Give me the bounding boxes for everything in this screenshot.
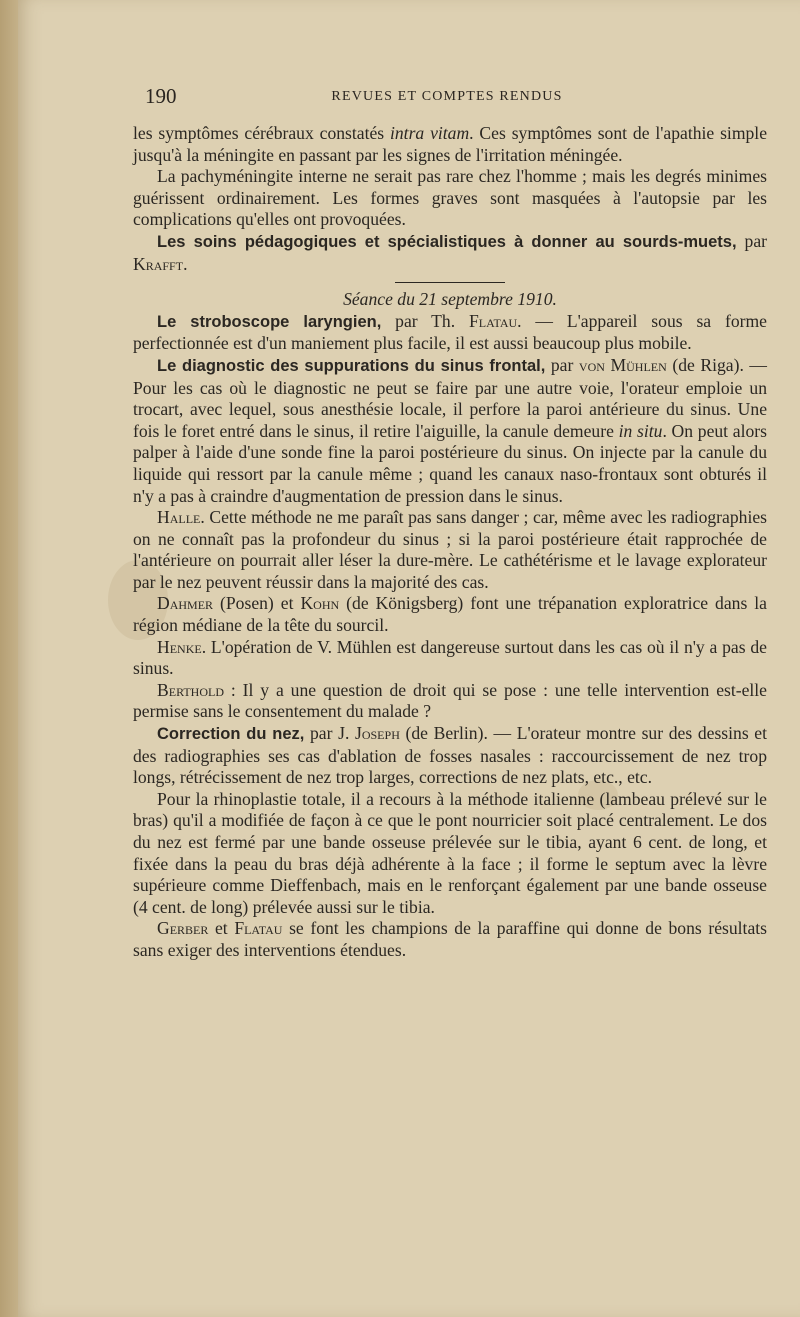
paragraph-frontal-sinus: Le diagnostic des suppurations du sinus frontal, par von Mühlen (de Riga). — Pour les cas où le diagnostic ne peut se faire par une autre voie, l'orateur emploie un trocart, avec lequel, sous anesthésie locale, il perfore la paroi antérieure du sinus. Une fois le foret entré dans le sinus, il retire l'aiguille, la canule demeure in situ. On peut alors palper à l'aide d'une sonde fine la paroi postérieure du sinus. On injecte par la canule du liquide qui ressort par la canule même ; quand les canaux naso-frontaux sont obturés il n'y a pas à craindre d'augmentation de pression dans le sinus. xyxy=(133,354,767,506)
latin-phrase: intra vitam xyxy=(390,123,470,143)
paragraph-deaf-mute-care: Les soins pédagogiques et spécialistiques à donner au sourds-muets, par Krafft. xyxy=(133,230,767,274)
speaker-name: Berthold xyxy=(157,679,225,700)
speaker-name: Gerber xyxy=(157,918,209,939)
paragraph-dahmer-kohn: Dahmer (Posen) et Kohn (de Königsberg) font une trépanation exploratrice dans la région médiane de la tête du sourcil. xyxy=(133,593,767,636)
text-column xyxy=(133,123,767,962)
running-head xyxy=(127,84,767,114)
paragraph-halle: Halle. Cette méthode ne me paraît pas sans danger ; car, même avec les radiographies on ne connaît pas la profondeur du sinus ; si la paroi postérieure était rapprochée de l'antérieure on pourrait aller léser la dure-mère. Le cathétérisme et le lavage explorateur par le nez peuvent réussir dans la majorité des cas. xyxy=(133,507,767,592)
page-number: 190 xyxy=(145,84,177,108)
paragraph-henke: Henke. L'opération de V. Mühlen est dangereuse surtout dans les cas où il n'y a pas de sinus. xyxy=(133,636,767,679)
speaker-name: Henke xyxy=(157,636,202,657)
section-divider xyxy=(395,282,505,283)
author-name: Flatau xyxy=(469,310,518,331)
author-name: von Mühlen xyxy=(578,354,667,375)
communication-title: Les soins pédagogiques et spécialistiques à donner au sourds-muets, xyxy=(157,232,737,251)
paragraph-stroboscope: Le stroboscope laryngien, par Th. Flatau. — L'appareil sous sa forme perfectionnée est d'un maniement plus facile, il est aussi beaucoup plus mobile. xyxy=(133,310,767,354)
communication-title: Le stroboscope laryngien, xyxy=(157,312,382,331)
author-name: Krafft xyxy=(133,253,184,274)
communication-title: Le diagnostic des suppurations du sinus frontal, xyxy=(157,356,546,375)
speaker-name: Dahmer xyxy=(157,593,214,614)
speaker-name: Halle xyxy=(157,507,201,528)
paragraph-berthold: Berthold : Il y a une question de droit qui se pose : une telle intervention est-elle permise sans le consentement du malade ? xyxy=(133,679,767,722)
speaker-name: Flatau xyxy=(234,918,283,939)
paragraph-rhinoplasty: Pour la rhinoplastie totale, il a recours à la méthode italienne (lambeau prélevé sur le bras) qu'il a modifiée de façon à ce que le pont nourricier soit placé centralement. Le dos du nez est fermé par une bande osseuse prélevée sur le tibia, ayant 6 cent. de long, et fixée dans la peau du bras déjà adhérente à la face ; il forme le septum avec la lèvre supérieure comme Dieffenbach, mais en le renforçant également par une bande osseuse (4 cent. de long) prélevée aussi sur le tibia. xyxy=(133,788,767,917)
paragraph-cerebral-symptoms: les symptômes cérébraux constatés intra vitam. Ces symptômes sont de l'apathie simple jusqu'à la méningite en passant par les signes de l'irritation méningée. xyxy=(133,123,768,165)
session-date: Séance du 21 septembre 1910. xyxy=(343,289,557,310)
paragraph-nose-correction: Correction du nez, par J. Joseph (de Berlin). — L'orateur montre sur des dessins et des radiographies ses cas d'ablation de fosses nasales : raccourcissement de nez trop longs, rétrécissement de nez trop larges, corrections de nez plats, etc., etc. xyxy=(133,723,768,788)
speaker-name: Kohn xyxy=(300,593,340,614)
latin-phrase: in situ xyxy=(618,420,663,441)
communication-title: Correction du nez, xyxy=(157,725,305,744)
paragraph-paraffin: Gerber et Flatau se font les champions de la paraffine qui donne de bons résultats sans exiger des interventions étendues. xyxy=(133,918,767,960)
journal-title: REVUES ET COMPTES RENDUS xyxy=(331,89,563,104)
paragraph-pachymeningitis: La pachyméningite interne ne serait pas rare chez l'homme ; mais les degrés minimes guérissent ordinairement. Les formes graves sont masquées à l'autopsie par les complications qu'elles ont provoquées. xyxy=(133,166,767,230)
author-name: Joseph xyxy=(355,723,400,744)
